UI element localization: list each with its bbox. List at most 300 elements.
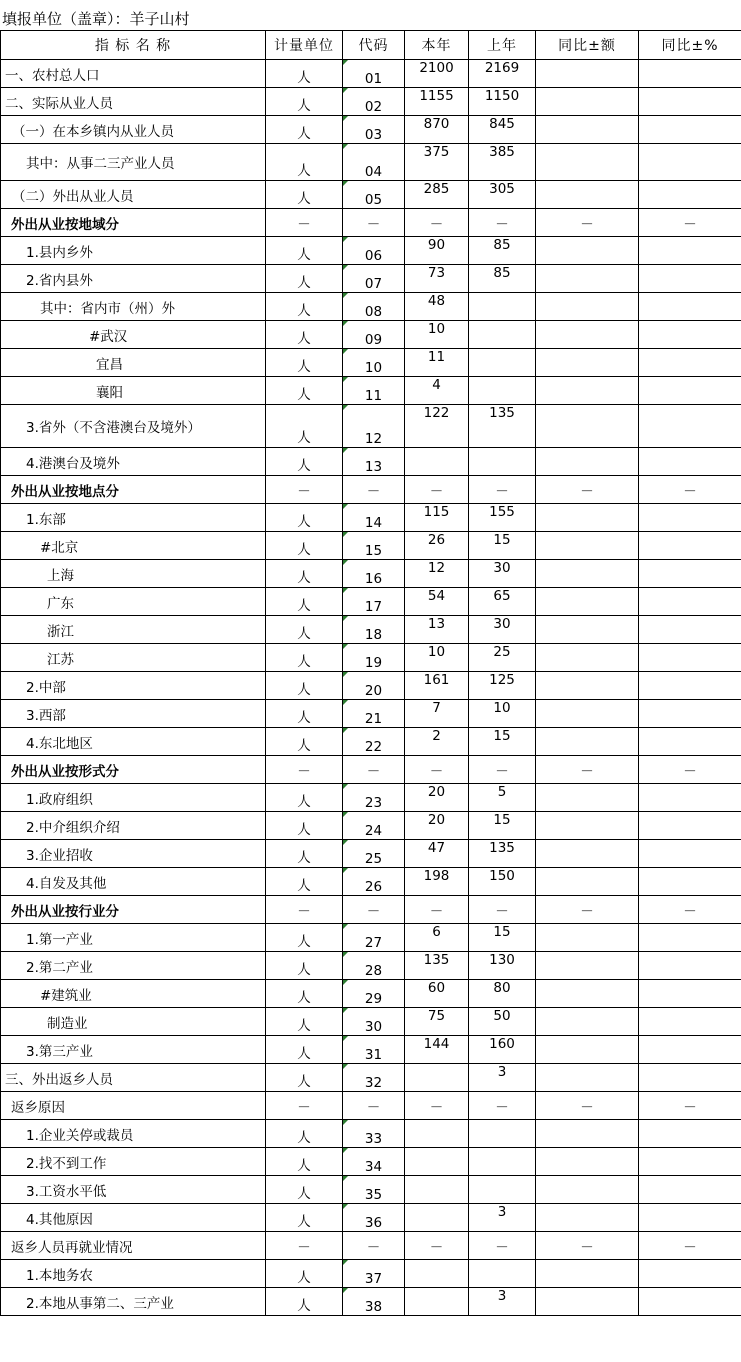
yoy-percent-cell: － — [639, 209, 741, 237]
this-year-cell: 2100 — [405, 60, 469, 88]
header-yoy-percent: 同比±% — [639, 31, 741, 60]
indicator-name-cell: 3.工资水平低 — [1, 1176, 266, 1204]
yoy-amount-cell: － — [536, 1232, 639, 1260]
table-row — [1, 448, 741, 476]
code-cell: 23 — [343, 784, 405, 812]
header-unit: 计量单位 — [266, 31, 343, 60]
indicator-name-cell: （二）外出从业人员 — [1, 181, 266, 209]
yoy-amount-cell — [536, 349, 639, 377]
yoy-amount-cell — [536, 1120, 639, 1148]
indicator-name-cell: 上海 — [1, 560, 266, 588]
this-year-cell: 135 — [405, 952, 469, 980]
last-year-cell: － — [469, 1232, 536, 1260]
unit-cell: 人 — [266, 532, 343, 560]
yoy-percent-cell — [639, 560, 741, 588]
yoy-amount-cell — [536, 784, 639, 812]
this-year-cell — [405, 1288, 469, 1316]
this-year-cell: 122 — [405, 405, 469, 448]
yoy-percent-cell — [639, 924, 741, 952]
yoy-percent-cell — [639, 265, 741, 293]
this-year-cell: － — [405, 756, 469, 784]
indicator-name-cell: #北京 — [1, 532, 266, 560]
last-year-cell: － — [469, 756, 536, 784]
yoy-amount-cell — [536, 1064, 639, 1092]
yoy-amount-cell — [536, 504, 639, 532]
last-year-cell: 15 — [469, 924, 536, 952]
this-year-cell: － — [405, 476, 469, 504]
yoy-percent-cell — [639, 532, 741, 560]
unit-cell: 人 — [266, 588, 343, 616]
indicator-name-cell: 襄阳 — [1, 377, 266, 405]
unit-cell: 人 — [266, 1064, 343, 1092]
this-year-cell: 47 — [405, 840, 469, 868]
yoy-amount-cell — [536, 728, 639, 756]
unit-cell: 人 — [266, 88, 343, 116]
indicator-name-cell: 江苏 — [1, 644, 266, 672]
last-year-cell — [469, 1176, 536, 1204]
yoy-amount-cell — [536, 532, 639, 560]
table-row — [1, 840, 741, 868]
indicator-name-cell: 外出从业按行业分 — [1, 896, 266, 924]
unit-cell: 人 — [266, 448, 343, 476]
table-row — [1, 349, 741, 377]
code-cell: 21 — [343, 700, 405, 728]
last-year-cell: 15 — [469, 728, 536, 756]
yoy-percent-cell — [639, 321, 741, 349]
this-year-cell: 870 — [405, 116, 469, 144]
code-cell: 02 — [343, 88, 405, 116]
yoy-amount-cell — [536, 616, 639, 644]
last-year-cell: 15 — [469, 812, 536, 840]
last-year-cell: 135 — [469, 840, 536, 868]
last-year-cell: 5 — [469, 784, 536, 812]
yoy-percent-cell — [639, 588, 741, 616]
yoy-amount-cell — [536, 812, 639, 840]
indicator-name-cell: 外出从业按地点分 — [1, 476, 266, 504]
yoy-percent-cell — [639, 1036, 741, 1064]
this-year-cell — [405, 1204, 469, 1232]
header-code: 代码 — [343, 31, 405, 60]
yoy-percent-cell — [639, 405, 741, 448]
last-year-cell: － — [469, 209, 536, 237]
indicator-name-cell: 2.中部 — [1, 672, 266, 700]
unit-cell: － — [266, 209, 343, 237]
indicator-name-cell: 3.西部 — [1, 700, 266, 728]
yoy-percent-cell — [639, 784, 741, 812]
unit-cell: 人 — [266, 181, 343, 209]
this-year-cell — [405, 1148, 469, 1176]
code-cell: 04 — [343, 144, 405, 181]
unit-cell: 人 — [266, 377, 343, 405]
table-row — [1, 293, 741, 321]
indicator-name-cell: 4.港澳台及境外 — [1, 448, 266, 476]
yoy-amount-cell — [536, 644, 639, 672]
this-year-cell: 285 — [405, 181, 469, 209]
unit-cell: 人 — [266, 1008, 343, 1036]
this-year-cell: 7 — [405, 700, 469, 728]
yoy-amount-cell — [536, 1176, 639, 1204]
last-year-cell: 65 — [469, 588, 536, 616]
yoy-percent-cell — [639, 868, 741, 896]
table-row — [1, 1232, 741, 1260]
unit-cell: 人 — [266, 1120, 343, 1148]
table-row — [1, 476, 741, 504]
yoy-percent-cell: － — [639, 756, 741, 784]
last-year-cell: 130 — [469, 952, 536, 980]
code-cell: 12 — [343, 405, 405, 448]
code-cell: － — [343, 1092, 405, 1120]
table-row — [1, 1092, 741, 1120]
last-year-cell — [469, 1260, 536, 1288]
yoy-percent-cell: － — [639, 1092, 741, 1120]
this-year-cell: 20 — [405, 784, 469, 812]
table-row — [1, 265, 741, 293]
this-year-cell: － — [405, 896, 469, 924]
this-year-cell — [405, 1064, 469, 1092]
yoy-amount-cell — [536, 88, 639, 116]
indicator-name-cell: 1.第一产业 — [1, 924, 266, 952]
unit-cell: 人 — [266, 237, 343, 265]
table-row — [1, 405, 741, 448]
yoy-percent-cell — [639, 349, 741, 377]
indicator-name-cell: 制造业 — [1, 1008, 266, 1036]
unit-cell: 人 — [266, 868, 343, 896]
code-cell: 11 — [343, 377, 405, 405]
yoy-amount-cell: － — [536, 476, 639, 504]
yoy-percent-cell — [639, 1064, 741, 1092]
yoy-percent-cell — [639, 840, 741, 868]
table-row — [1, 144, 741, 181]
last-year-cell: － — [469, 1092, 536, 1120]
last-year-cell: 305 — [469, 181, 536, 209]
code-cell: 35 — [343, 1176, 405, 1204]
this-year-cell: 10 — [405, 644, 469, 672]
table-row — [1, 728, 741, 756]
table-row — [1, 700, 741, 728]
this-year-cell: 161 — [405, 672, 469, 700]
last-year-cell — [469, 377, 536, 405]
yoy-percent-cell — [639, 952, 741, 980]
this-year-cell: 4 — [405, 377, 469, 405]
indicator-name-cell: 4.自发及其他 — [1, 868, 266, 896]
this-year-cell: 26 — [405, 532, 469, 560]
yoy-percent-cell — [639, 1008, 741, 1036]
last-year-cell: 85 — [469, 237, 536, 265]
table-row — [1, 1120, 741, 1148]
last-year-cell: － — [469, 896, 536, 924]
yoy-percent-cell — [639, 144, 741, 181]
yoy-amount-cell: － — [536, 896, 639, 924]
unit-cell: 人 — [266, 1176, 343, 1204]
this-year-cell: 144 — [405, 1036, 469, 1064]
table-row — [1, 1260, 741, 1288]
this-year-cell: 60 — [405, 980, 469, 1008]
code-cell: 36 — [343, 1204, 405, 1232]
this-year-cell: 10 — [405, 321, 469, 349]
indicator-name-cell: 返乡人员再就业情况 — [1, 1232, 266, 1260]
yoy-amount-cell — [536, 448, 639, 476]
table-row — [1, 60, 741, 88]
yoy-percent-cell — [639, 644, 741, 672]
last-year-cell: 3 — [469, 1064, 536, 1092]
yoy-percent-cell — [639, 616, 741, 644]
last-year-cell — [469, 448, 536, 476]
this-year-cell: － — [405, 209, 469, 237]
indicator-name-cell: 1.县内乡外 — [1, 237, 266, 265]
indicator-name-cell: 返乡原因 — [1, 1092, 266, 1120]
indicator-name-cell: （一）在本乡镇内从业人员 — [1, 116, 266, 144]
header-yoy-amount: 同比±额 — [536, 31, 639, 60]
yoy-percent-cell — [639, 1260, 741, 1288]
table-row — [1, 588, 741, 616]
unit-cell: 人 — [266, 1288, 343, 1316]
indicator-name-cell: 2.找不到工作 — [1, 1148, 266, 1176]
yoy-percent-cell — [639, 980, 741, 1008]
yoy-percent-cell — [639, 1120, 741, 1148]
code-cell: － — [343, 896, 405, 924]
last-year-cell: 80 — [469, 980, 536, 1008]
table-row — [1, 644, 741, 672]
yoy-amount-cell — [536, 60, 639, 88]
yoy-amount-cell — [536, 952, 639, 980]
indicator-name-cell: 1.本地务农 — [1, 1260, 266, 1288]
unit-cell: 人 — [266, 1204, 343, 1232]
code-cell: － — [343, 756, 405, 784]
last-year-cell — [469, 321, 536, 349]
this-year-cell: 75 — [405, 1008, 469, 1036]
indicator-name-cell: 外出从业按形式分 — [1, 756, 266, 784]
this-year-cell: 12 — [405, 560, 469, 588]
indicator-name-cell: 2.第二产业 — [1, 952, 266, 980]
code-cell: 32 — [343, 1064, 405, 1092]
code-cell: 18 — [343, 616, 405, 644]
table-row — [1, 560, 741, 588]
yoy-amount-cell — [536, 588, 639, 616]
last-year-cell: 160 — [469, 1036, 536, 1064]
code-cell: 34 — [343, 1148, 405, 1176]
this-year-cell: 90 — [405, 237, 469, 265]
this-year-cell: 73 — [405, 265, 469, 293]
last-year-cell: 385 — [469, 144, 536, 181]
this-year-cell: 6 — [405, 924, 469, 952]
last-year-cell: 85 — [469, 265, 536, 293]
yoy-percent-cell — [639, 116, 741, 144]
code-cell: 25 — [343, 840, 405, 868]
code-cell: 10 — [343, 349, 405, 377]
this-year-cell: 54 — [405, 588, 469, 616]
last-year-cell — [469, 293, 536, 321]
unit-cell: － — [266, 896, 343, 924]
this-year-cell: 198 — [405, 868, 469, 896]
code-cell: 27 — [343, 924, 405, 952]
yoy-amount-cell — [536, 560, 639, 588]
table-row — [1, 532, 741, 560]
indicator-name-cell: 2.本地从事第二、三产业 — [1, 1288, 266, 1316]
indicator-name-cell: 1.企业关停或裁员 — [1, 1120, 266, 1148]
unit-cell: － — [266, 476, 343, 504]
yoy-percent-cell — [639, 88, 741, 116]
this-year-cell: － — [405, 1092, 469, 1120]
this-year-cell: 13 — [405, 616, 469, 644]
table-row — [1, 377, 741, 405]
yoy-amount-cell — [536, 1148, 639, 1176]
unit-cell: － — [266, 1092, 343, 1120]
unit-cell: 人 — [266, 924, 343, 952]
indicator-name-cell: 3.省外（不含港澳台及境外） — [1, 405, 266, 448]
last-year-cell: 3 — [469, 1288, 536, 1316]
code-cell: 38 — [343, 1288, 405, 1316]
last-year-cell: 25 — [469, 644, 536, 672]
last-year-cell: 845 — [469, 116, 536, 144]
indicator-name-cell: 4.东北地区 — [1, 728, 266, 756]
indicator-name-cell: 二、实际从业人员 — [1, 88, 266, 116]
last-year-cell — [469, 1148, 536, 1176]
yoy-percent-cell — [639, 377, 741, 405]
indicator-name-cell: 浙江 — [1, 616, 266, 644]
code-cell: 15 — [343, 532, 405, 560]
yoy-amount-cell — [536, 672, 639, 700]
code-cell: 13 — [343, 448, 405, 476]
yoy-amount-cell: － — [536, 209, 639, 237]
code-cell: 08 — [343, 293, 405, 321]
code-cell: 30 — [343, 1008, 405, 1036]
table-row — [1, 237, 741, 265]
unit-cell: － — [266, 756, 343, 784]
yoy-amount-cell — [536, 237, 639, 265]
table-row — [1, 868, 741, 896]
yoy-percent-cell — [639, 1204, 741, 1232]
code-cell: 06 — [343, 237, 405, 265]
table-row — [1, 616, 741, 644]
unit-cell: 人 — [266, 644, 343, 672]
header-row — [1, 31, 741, 60]
yoy-percent-cell: － — [639, 896, 741, 924]
last-year-cell: 150 — [469, 868, 536, 896]
table-row — [1, 980, 741, 1008]
yoy-percent-cell — [639, 812, 741, 840]
yoy-amount-cell — [536, 700, 639, 728]
statistics-table — [0, 30, 741, 1316]
indicator-name-cell: 2.中介组织介绍 — [1, 812, 266, 840]
unit-cell: 人 — [266, 405, 343, 448]
table-row — [1, 88, 741, 116]
indicator-name-cell: 3.第三产业 — [1, 1036, 266, 1064]
code-cell: 03 — [343, 116, 405, 144]
yoy-amount-cell — [536, 1288, 639, 1316]
unit-cell: 人 — [266, 812, 343, 840]
code-cell: 07 — [343, 265, 405, 293]
indicator-name-cell: #建筑业 — [1, 980, 266, 1008]
this-year-cell: 115 — [405, 504, 469, 532]
code-cell: 01 — [343, 60, 405, 88]
yoy-amount-cell — [536, 265, 639, 293]
yoy-percent-cell — [639, 1148, 741, 1176]
yoy-percent-cell — [639, 60, 741, 88]
table-row — [1, 952, 741, 980]
code-cell: 22 — [343, 728, 405, 756]
last-year-cell — [469, 1120, 536, 1148]
yoy-amount-cell — [536, 181, 639, 209]
code-cell: 17 — [343, 588, 405, 616]
yoy-amount-cell: － — [536, 756, 639, 784]
unit-cell: － — [266, 1232, 343, 1260]
table-row — [1, 504, 741, 532]
unit-cell: 人 — [266, 1036, 343, 1064]
yoy-amount-cell — [536, 405, 639, 448]
yoy-amount-cell — [536, 1260, 639, 1288]
this-year-cell: 2 — [405, 728, 469, 756]
table-row — [1, 321, 741, 349]
indicator-name-cell: 3.企业招收 — [1, 840, 266, 868]
yoy-amount-cell — [536, 924, 639, 952]
unit-cell: 人 — [266, 293, 343, 321]
table-row — [1, 924, 741, 952]
indicator-name-cell: 外出从业按地域分 — [1, 209, 266, 237]
unit-cell: 人 — [266, 1148, 343, 1176]
unit-cell: 人 — [266, 728, 343, 756]
indicator-name-cell: #武汉 — [1, 321, 266, 349]
yoy-percent-cell: － — [639, 1232, 741, 1260]
reporting-unit-label: 填报单位（盖章）：羊子山村 — [2, 10, 190, 28]
code-cell: 24 — [343, 812, 405, 840]
header-last-year: 上年 — [469, 31, 536, 60]
header-indicator-name: 指 标 名 称 — [1, 31, 266, 60]
table-row — [1, 1148, 741, 1176]
table-row — [1, 1008, 741, 1036]
yoy-amount-cell — [536, 980, 639, 1008]
yoy-amount-cell: － — [536, 1092, 639, 1120]
table-row — [1, 1036, 741, 1064]
last-year-cell: 2169 — [469, 60, 536, 88]
unit-cell: 人 — [266, 144, 343, 181]
unit-cell: 人 — [266, 116, 343, 144]
yoy-amount-cell — [536, 377, 639, 405]
last-year-cell: － — [469, 476, 536, 504]
unit-cell: 人 — [266, 60, 343, 88]
code-cell: 26 — [343, 868, 405, 896]
yoy-amount-cell — [536, 840, 639, 868]
unit-cell: 人 — [266, 616, 343, 644]
code-cell: 31 — [343, 1036, 405, 1064]
this-year-cell — [405, 1176, 469, 1204]
last-year-cell: 135 — [469, 405, 536, 448]
code-cell: 14 — [343, 504, 405, 532]
yoy-percent-cell — [639, 1176, 741, 1204]
indicator-name-cell: 三、外出返乡人员 — [1, 1064, 266, 1092]
table-row — [1, 1288, 741, 1316]
unit-cell: 人 — [266, 1260, 343, 1288]
unit-cell: 人 — [266, 980, 343, 1008]
unit-cell: 人 — [266, 840, 343, 868]
table-row — [1, 784, 741, 812]
unit-cell: 人 — [266, 672, 343, 700]
yoy-percent-cell: － — [639, 476, 741, 504]
unit-cell: 人 — [266, 265, 343, 293]
yoy-amount-cell — [536, 116, 639, 144]
unit-cell: 人 — [266, 560, 343, 588]
indicator-name-cell: 2.省内县外 — [1, 265, 266, 293]
this-year-cell: 375 — [405, 144, 469, 181]
code-cell: － — [343, 1232, 405, 1260]
code-cell: 29 — [343, 980, 405, 1008]
table-row — [1, 672, 741, 700]
unit-cell: 人 — [266, 349, 343, 377]
this-year-cell: 20 — [405, 812, 469, 840]
yoy-amount-cell — [536, 144, 639, 181]
indicator-name-cell: 其中：从事二三产业人员 — [1, 144, 266, 181]
yoy-amount-cell — [536, 868, 639, 896]
this-year-cell: 1155 — [405, 88, 469, 116]
